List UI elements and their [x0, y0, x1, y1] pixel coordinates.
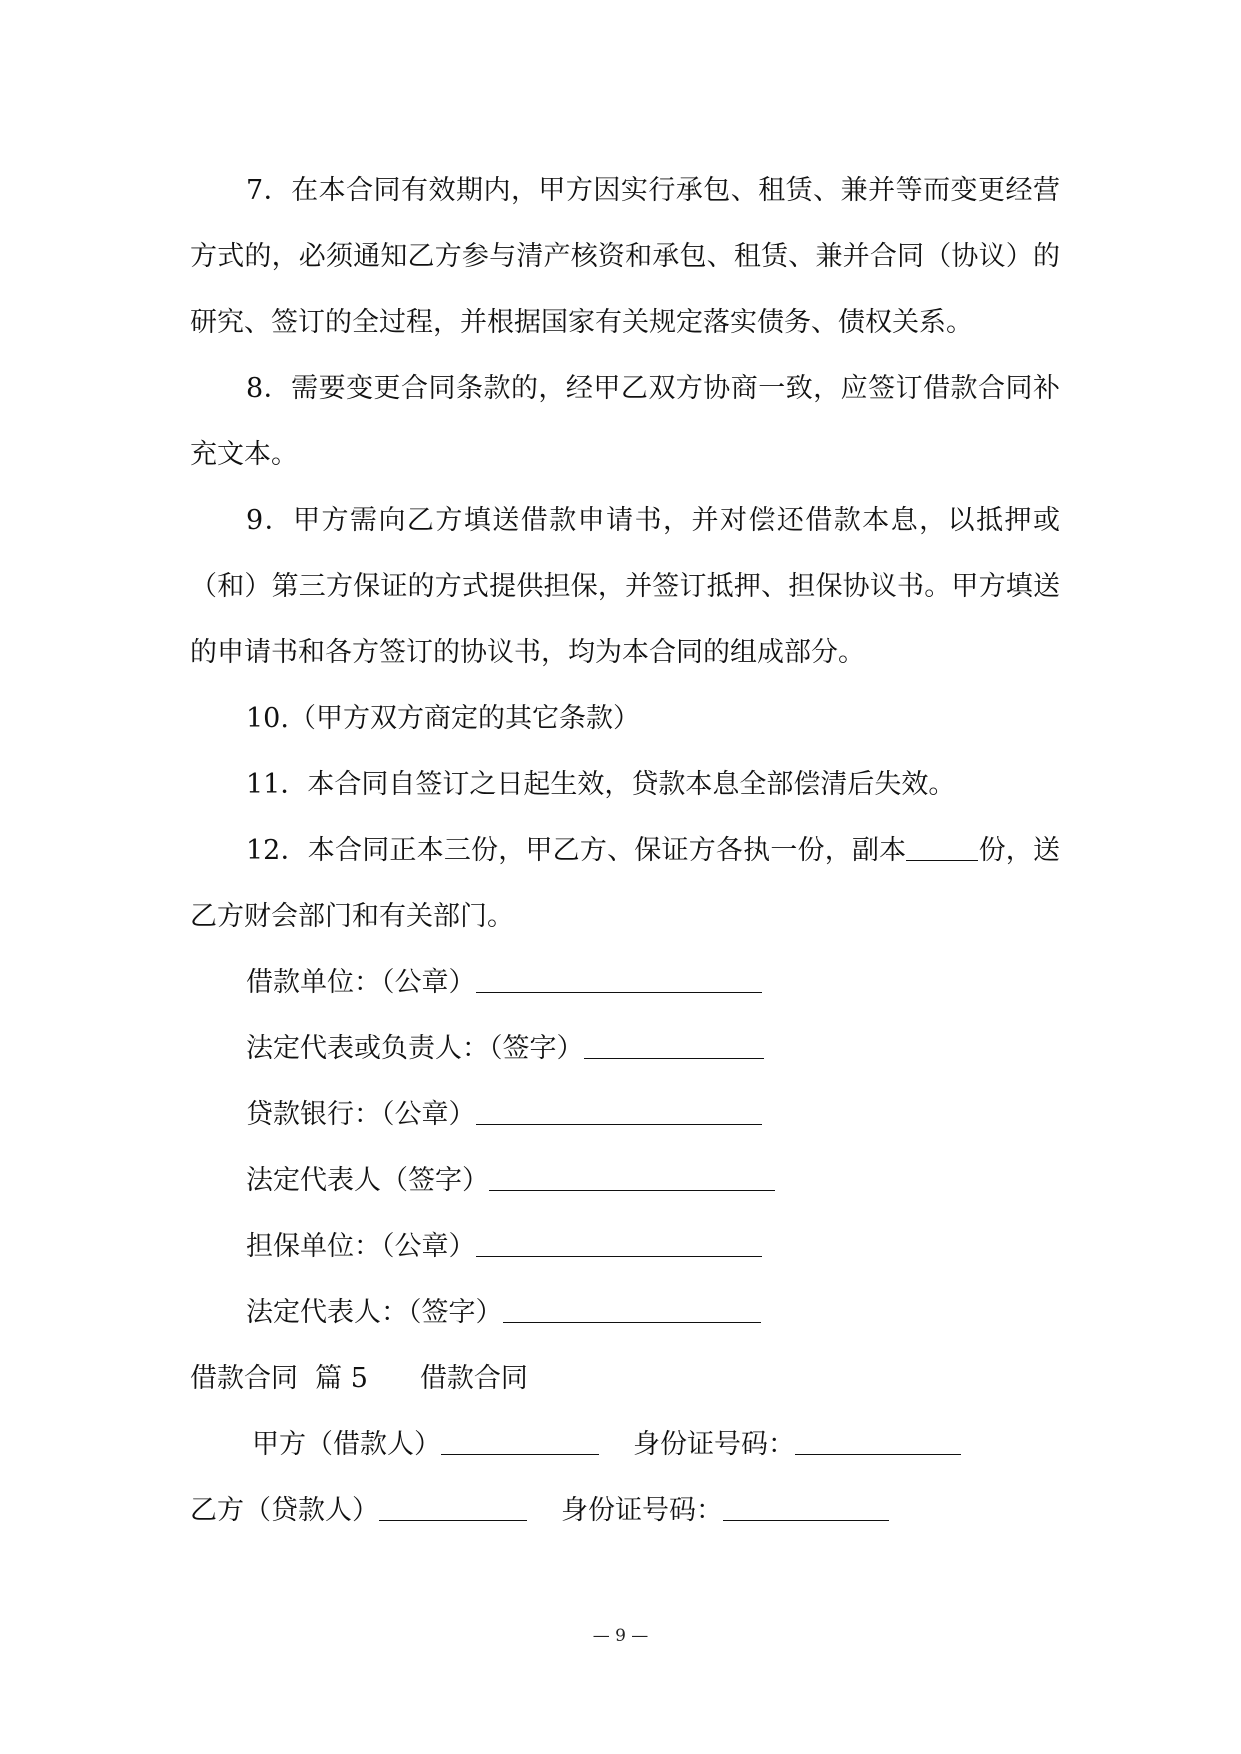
clause-10: 10.（甲方双方商定的其它条款）: [246, 703, 640, 734]
copies-blank: [906, 830, 978, 861]
signature-bank-rep: [190, 1148, 1060, 1214]
section-title: 借款合同: [419, 1363, 528, 1394]
party-a-id-blank: [795, 1424, 961, 1455]
signature-borrower-rep: [190, 1016, 1060, 1082]
signature-blank: [476, 1226, 762, 1257]
section-part-label: 借款合同 篇 5: [190, 1363, 368, 1394]
party-a-name-blank: [441, 1424, 599, 1455]
clause-12: [190, 818, 1060, 950]
signature-blank: [476, 1094, 762, 1125]
party-b-line: [190, 1478, 1060, 1544]
contract-body: [190, 158, 1060, 1544]
signature-label: 担保单位：（公章）: [246, 1231, 476, 1262]
signature-label: 法定代表人：（签字）: [246, 1297, 503, 1328]
signature-bank: [190, 1082, 1060, 1148]
signature-label: 法定代表人（签字）: [246, 1165, 489, 1196]
clause-12-text-after: 份，送乙方财会部门和有关部门。: [190, 835, 1061, 932]
signature-borrower: [190, 950, 1060, 1016]
clause-8: 8．需要变更合同条款的，经甲乙双方协商一致，应签订借款合同补充文本。: [190, 373, 1060, 470]
signature-blank: [503, 1292, 761, 1323]
signature-blank: [476, 962, 762, 993]
party-b-id-label: 身份证号码：: [561, 1495, 723, 1526]
clause-9: 9．甲方需向乙方填送借款申请书，并对偿还借款本息，以抵押或（和）第三方保证的方式提供担保，并签订抵押、担保协议书。甲方填送的申请书和各方签订的协议书，均为本合同的组成部分。: [190, 505, 1060, 668]
signature-label: 借款单位：（公章）: [246, 967, 476, 998]
party-a-line: [190, 1412, 1060, 1478]
party-b-id-blank: [723, 1490, 889, 1521]
signature-label: 贷款银行：（公章）: [246, 1099, 476, 1130]
signature-blank: [489, 1160, 775, 1191]
signature-guarantor-rep: [190, 1280, 1060, 1346]
signature-label: 法定代表或负责人：（签字）: [246, 1033, 584, 1064]
section-heading: [190, 1346, 1060, 1412]
party-b-label: 乙方（贷款人）: [190, 1495, 379, 1526]
party-a-id-label: 身份证号码：: [633, 1429, 795, 1460]
clause-12-text-before: 12．本合同正本三份，甲乙方、保证方各执一份，副本: [246, 835, 907, 866]
page-number: — 9 —: [592, 1626, 649, 1646]
clause-7: 7．在本合同有效期内，甲方因实行承包、租赁、兼并等而变更经营方式的，必须通知乙方参与清产核资和承包、租赁、兼并合同（协议）的研究、签订的全过程，并根据国家有关规定落实债务、债权关系。: [190, 175, 1060, 338]
party-b-name-blank: [379, 1490, 527, 1521]
signature-blank: [584, 1028, 764, 1059]
party-a-label: 甲方（借款人）: [252, 1429, 441, 1460]
clause-11: 11．本合同自签订之日起生效，贷款本息全部偿清后失效。: [246, 769, 956, 800]
signature-guarantor: [190, 1214, 1060, 1280]
